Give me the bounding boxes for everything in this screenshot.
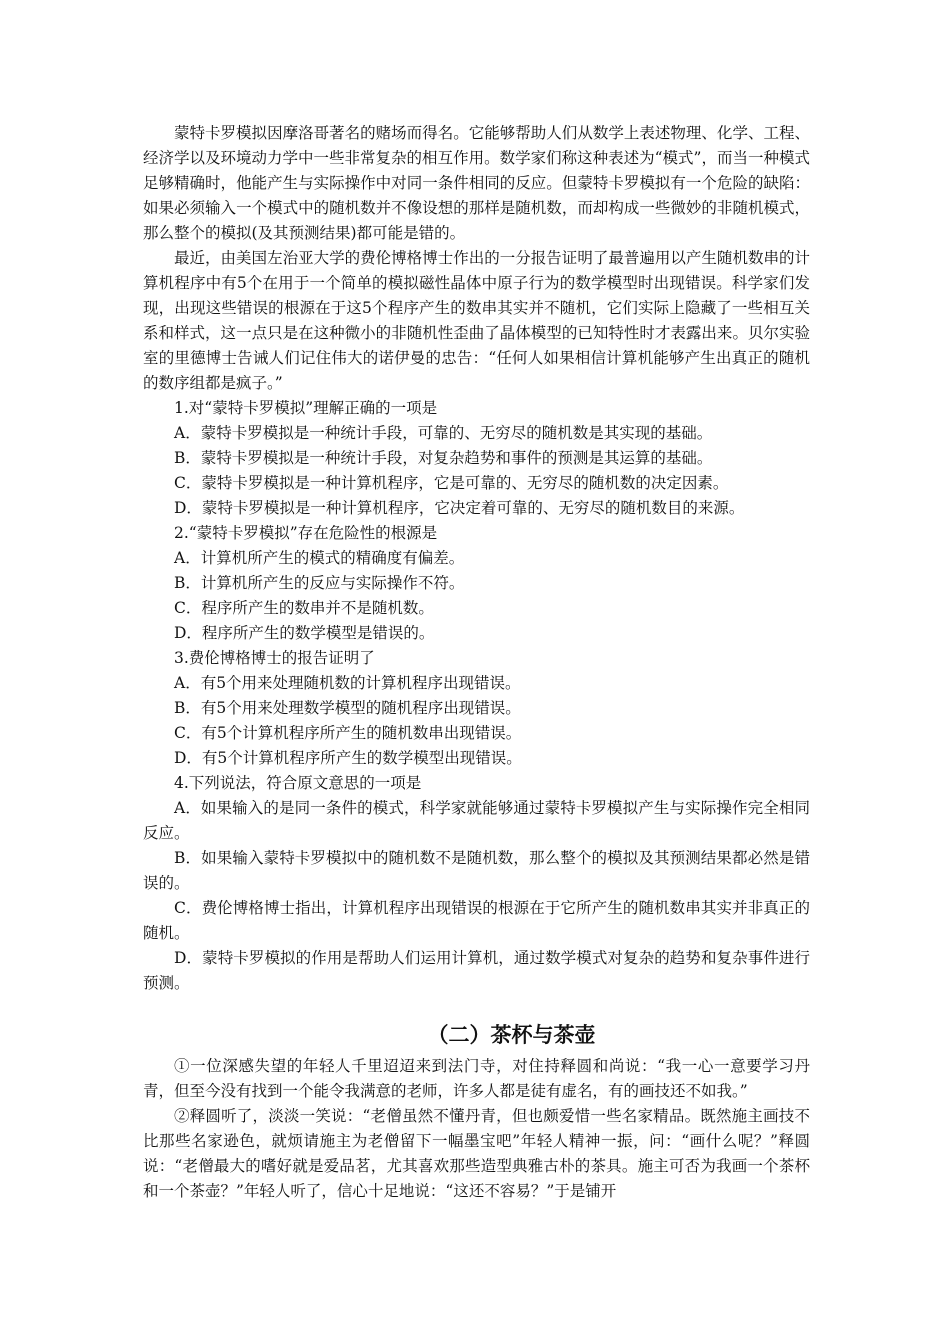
- question-stem: 2.“蒙特卡罗模拟”存在危险性的根源是: [174, 524, 438, 542]
- passage-monte-carlo: [143, 121, 810, 396]
- option-c: C．有5个计算机程序所产生的随机数串出现错误。: [174, 724, 522, 742]
- question-stem: 4.下列说法，符合原文意思的一项是: [174, 774, 422, 792]
- paragraph: 蒙特卡罗模拟因摩洛哥著名的赌场而得名。它能够帮助人们从数学上表述物理、化学、工程、经济学以及环境动力学中一些非常复杂的相互作用。数学家们称这种表述为“模式”，而当一种模式足够精确时，他能产生与实际操作中对同一条件相同的反应。但蒙特卡罗模拟有一个危险的缺陷：如果必须输入一个模式中的随机数并不像设想的那样是随机数，而却构成一些微妙的非随机模式，那么整个的模拟(及其预测结果)都可能是错的。: [143, 124, 810, 242]
- option-c: C．费伦博格博士指出，计算机程序出现错误的根源在于它所产生的随机数串其实并非真正的随机。: [143, 899, 810, 942]
- option-d: D．蒙特卡罗模拟的作用是帮助人们运用计算机，通过数学模式对复杂的趋势和复杂事件进行预测。: [143, 949, 810, 992]
- option-a: A．计算机所产生的模式的精确度有偏差。: [174, 549, 465, 567]
- paragraph: ②释圆听了，淡淡一笑说：“老僧虽然不懂丹青，但也颇爱惜一些名家精品。既然施主画技不比那些名家逊色，就烦请施主为老僧留下一幅墨宝吧”年轻人精神一振，问：“画什么呢？”释圆说：“老僧最大的嗜好就是爱品茗，尤其喜欢那些造型典雅古朴的茶具。施主可否为我画一个茶杯和一个茶壶？”年轻人听了，信心十足地说：“这还不容易？”于是铺开: [143, 1107, 810, 1200]
- option-a: A．有5个用来处理随机数的计算机程序出现错误。: [174, 674, 521, 692]
- option-b: B．蒙特卡罗模拟是一种统计手段，对复杂趋势和事件的预测是其运算的基础。: [174, 449, 713, 467]
- passage-teacup: [143, 1018, 810, 1204]
- paragraph: 最近，由美国左治亚大学的费伦博格博士作出的一分报告证明了最普遍用以产生随机数串的计算机程序中有5个在用于一个简单的模拟磁性晶体中原子行为的数学模型时出现错误。科学家们发现，出现这些错误的根源在于这5个程序产生的数串其实并不随机，它们实际上隐藏了一些相互关系和样式，这一点只是在这种微小的非随机性歪曲了晶体模型的已知特性时才表露出来。贝尔实验室的里德博士告诫人们记住伟大的诺伊曼的忠告：“任何人如果相信计算机能够产生出真正的随机的数序组都是疯子。”: [143, 249, 810, 392]
- option-d: D．程序所产生的数学模型是错误的。: [174, 624, 435, 642]
- question-4: [143, 771, 810, 996]
- option-b: B．如果输入蒙特卡罗模拟中的随机数不是随机数，那么整个的模拟及其预测结果都必然是错误的。: [143, 849, 810, 892]
- question-3: [143, 646, 810, 771]
- option-a: A．蒙特卡罗模拟是一种统计手段，可靠的、无穷尽的随机数是其实现的基础。: [174, 424, 713, 442]
- option-a: A．如果输入的是同一条件的模式，科学家就能够通过蒙特卡罗模拟产生与实际操作完全相同反应。: [143, 799, 810, 842]
- option-d: D．有5个计算机程序所产生的数学模型出现错误。: [174, 749, 522, 767]
- section-title: （二）茶杯与茶壶: [427, 1023, 596, 1047]
- option-b: B．计算机所产生的反应与实际操作不符。: [174, 574, 465, 592]
- option-c: C．蒙特卡罗模拟是一种计算机程序，它是可靠的、无穷尽的随机数的决定因素。: [174, 474, 729, 492]
- option-d: D．蒙特卡罗模拟是一种计算机程序，它决定着可靠的、无穷尽的随机数目的来源。: [174, 499, 745, 517]
- document-page: [143, 121, 810, 1204]
- question-stem: 3.费伦博格博士的报告证明了: [174, 649, 375, 667]
- option-b: B．有5个用来处理数学模型的随机程序出现错误。: [174, 699, 521, 717]
- question-1: [143, 396, 810, 521]
- question-2: [143, 521, 810, 646]
- question-stem: 1.对“蒙特卡罗模拟”理解正确的一项是: [174, 399, 438, 417]
- option-c: C．程序所产生的数串并不是随机数。: [174, 599, 434, 617]
- paragraph: ①一位深感失望的年轻人千里迢迢来到法门寺，对住持释圆和尚说：“我一心一意要学习丹青，但至今没有找到一个能令我满意的老师，许多人都是徒有虚名，有的画技还不如我。”: [143, 1057, 810, 1100]
